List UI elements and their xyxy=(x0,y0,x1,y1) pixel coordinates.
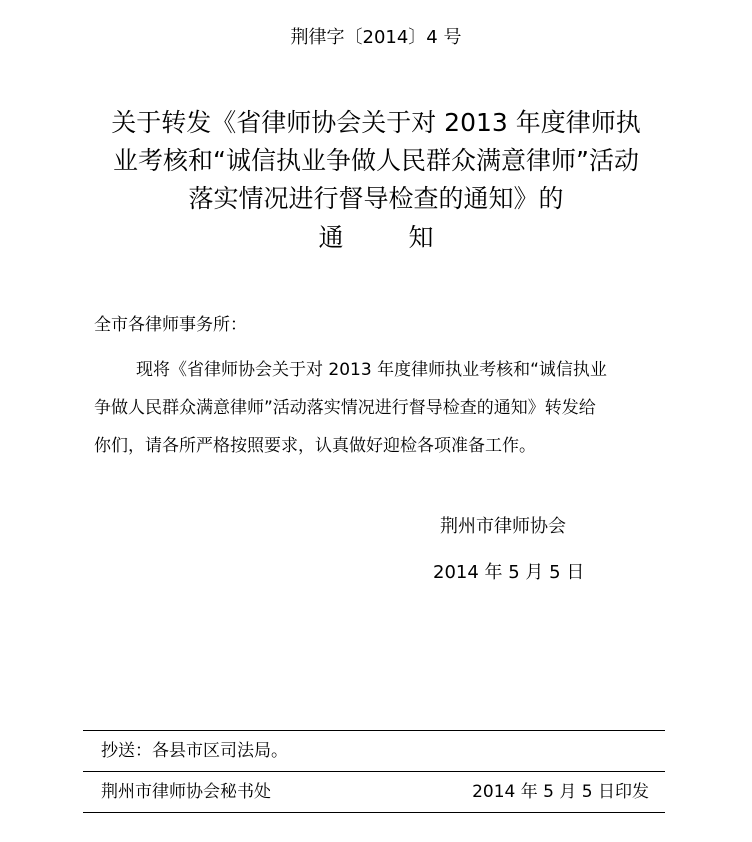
signature-organization: 荆州市律师协会 xyxy=(440,516,566,537)
addressee: 全市各律师事务所： xyxy=(94,315,247,335)
footer-divider-top xyxy=(83,730,665,731)
cc-recipients: 抄送：各县市区司法局。 xyxy=(101,741,288,761)
issuing-office: 荆州市律师协会秘书处 xyxy=(101,782,271,802)
footer-divider-bottom xyxy=(83,812,665,813)
document-title xyxy=(60,104,692,257)
signature-date: 2014 年 5 月 5 日 xyxy=(433,562,585,583)
title-line-2: 业考核和“诚信执业争做人民群众满意律师”活动 xyxy=(113,146,639,175)
body-line-3: 你们，请各所严格按照要求，认真做好迎检各项准备工作。 xyxy=(94,436,536,456)
body-paragraph xyxy=(94,351,654,465)
body-line-1: 现将《省律师协会关于对 2013 年度律师执业考核和“诚信执业 xyxy=(136,360,607,380)
title-line-1: 关于转发《省律师协会关于对 2013 年度律师执 xyxy=(111,108,641,137)
body-line-2: 争做人民群众满意律师”活动落实情况进行督导检查的通知》转发给 xyxy=(94,398,596,418)
footer-divider-middle xyxy=(83,771,665,772)
document-number: 荆律字〔2014〕4 号 xyxy=(290,27,462,48)
title-notice: 通知 xyxy=(318,223,499,252)
issue-date: 2014 年 5 月 5 日印发 xyxy=(472,782,649,802)
title-line-3: 落实情况进行督导检查的通知》的 xyxy=(188,184,564,213)
